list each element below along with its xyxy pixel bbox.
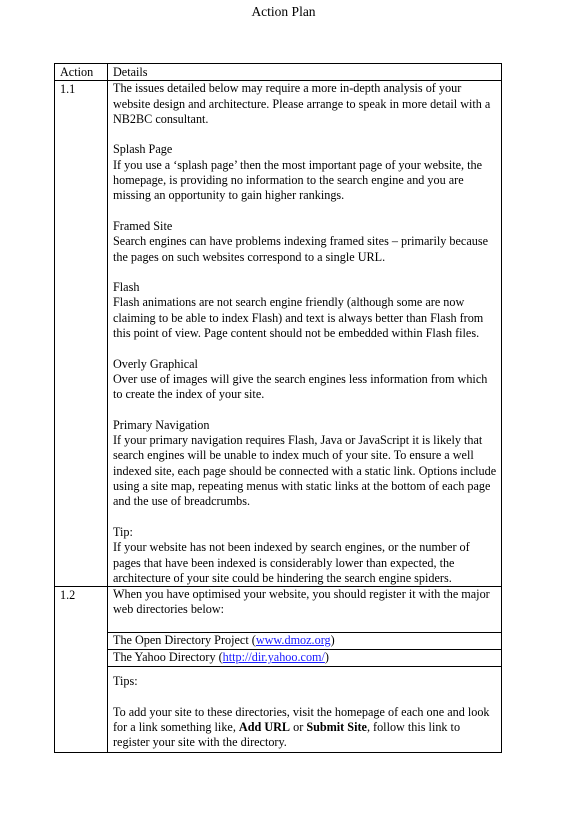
section-overly-graphical — [113, 357, 497, 403]
section-body: Search engines can have problems indexing framed sites – primarily because the pages on such websites correspond to a single URL. — [113, 234, 488, 264]
section-splash-page — [113, 142, 497, 203]
page-title: Action Plan — [251, 4, 316, 19]
intro-paragraph: When you have optimised your website, you should register it with the major web directories below: — [113, 587, 490, 617]
yahoo-link[interactable]: http://dir.yahoo.com/ — [222, 649, 325, 664]
tips-row — [55, 667, 502, 752]
section-heading: Framed Site — [113, 218, 173, 233]
details-cell — [108, 587, 502, 633]
directory-yahoo — [108, 649, 502, 666]
section-heading: Flash — [113, 280, 140, 295]
section-framed-site — [113, 219, 497, 265]
table-header-row — [55, 64, 502, 81]
section-heading: Splash Page — [113, 142, 173, 157]
tips-text: or — [290, 720, 307, 735]
directory-name: The Open Directory Project ( — [113, 632, 256, 647]
directory-name: The Yahoo Directory ( — [113, 649, 223, 664]
dmoz-link[interactable]: www.dmoz.org — [255, 632, 331, 647]
submit-site-text: Submit Site — [306, 720, 367, 735]
section-flash — [113, 280, 497, 341]
table-row — [55, 587, 502, 633]
table-row — [55, 81, 502, 587]
intro-paragraph: The issues detailed below may require a more in-depth analysis of your website design and architecture. Please arrange to speak in more detail with a NB2BC consultant. — [113, 81, 491, 126]
directory-close: ) — [324, 649, 329, 664]
directory-row — [55, 649, 502, 666]
details-cell — [108, 81, 502, 587]
action-plan-table — [54, 63, 502, 753]
section-body: If your website has not been indexed by search engines, or the number of pages that have been indexed is considerably lower than expected, the architecture of your site could be hindering the search engine spiders. — [113, 540, 470, 585]
tips-text: To add your site to these directories, visit the homepage of each one and look for a link something like, — [113, 704, 490, 735]
tips-heading: Tips: — [113, 674, 138, 689]
section-primary-navigation — [113, 418, 497, 510]
tips-cell — [108, 667, 502, 752]
section-heading: Primary Navigation — [113, 417, 210, 432]
section-body: Over use of images will give the search engines less information from which to create the index of your site. — [113, 371, 488, 402]
tips-body — [113, 705, 497, 751]
header-action: Action — [55, 64, 108, 81]
section-heading: Tip: — [113, 524, 133, 539]
section-body: Flash animations are not search engine friendly (although some are now claiming to be able to index Flash) and text is always better than Flash from this point of view. Page content should not be embedded within Flash files. — [113, 295, 484, 341]
header-details: Details — [108, 64, 502, 81]
directory-close: ) — [330, 632, 335, 647]
section-heading: Overly Graphical — [113, 356, 198, 371]
section-body: If you use a ‘splash page’ then the most important page of your website, the homepage, is providing no information to the search engine and you are missing an opportunity to gain higher rankings. — [113, 157, 483, 203]
add-url-text: Add URL — [238, 720, 291, 735]
tips-text: , follow this link to register your site with the directory. — [113, 720, 461, 750]
directory-row — [55, 632, 502, 649]
section-body: If your primary navigation requires Flash, Java or JavaScript it is likely that search engines will be unable to index much of your site. To ensure a well indexed site, each page should be connected with a static link. Options include using a site map, repeating menus with static links at the bottom of each page and the use of breadcrumbs. — [113, 433, 497, 509]
action-number: 1.2 — [55, 587, 108, 753]
section-tip — [113, 525, 497, 586]
directory-dmoz — [108, 632, 502, 649]
action-number: 1.1 — [55, 81, 108, 587]
